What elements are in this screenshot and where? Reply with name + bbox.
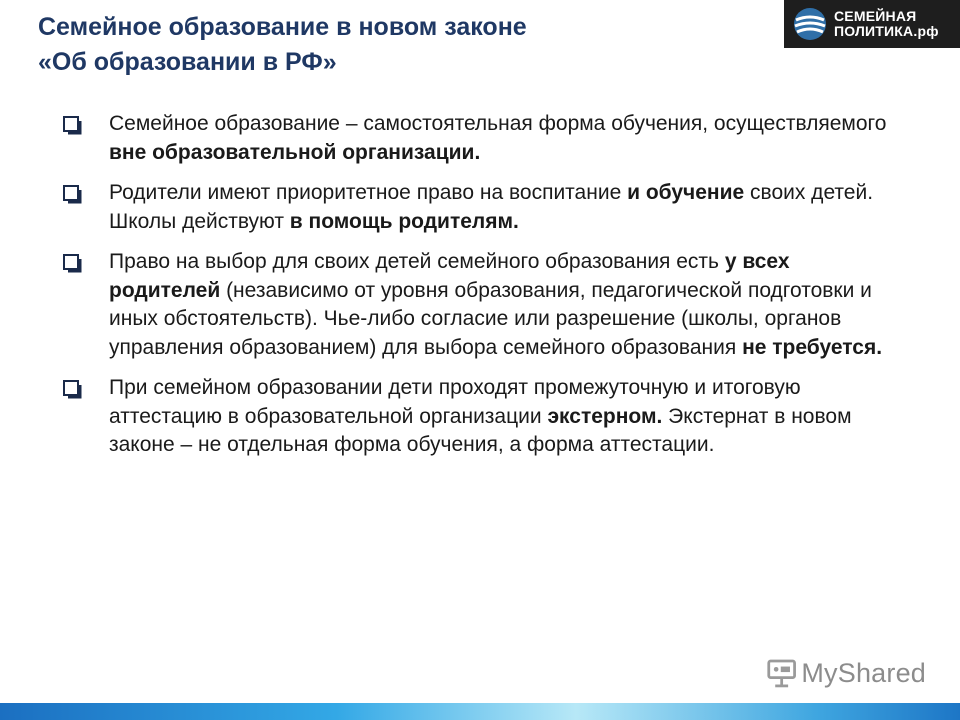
- slide-title-line1: Семейное образование в новом законе: [38, 13, 527, 41]
- checkbox-icon: [63, 185, 83, 205]
- bullet-bold-text: вне образовательной организации.: [109, 140, 481, 164]
- bullet-bold-text: не требуется.: [742, 335, 883, 359]
- myshared-watermark: [766, 655, 926, 691]
- checkbox-icon: [63, 116, 83, 136]
- bottom-gradient-bar: [0, 703, 960, 720]
- bullet-text: своих детей. Школы действуют: [109, 181, 874, 233]
- bullet-item: [0, 374, 899, 460]
- bullet-text: Право на выбор для своих детей семейного образования есть: [109, 250, 725, 273]
- semeynaya-politika-logo: [784, 0, 960, 48]
- bullet-bold-text: экстерном.: [547, 404, 663, 428]
- bullet-bold-text: и обучение: [627, 181, 745, 204]
- logo-text-line1: СЕМЕЙНАЯ: [834, 8, 917, 24]
- bullet-item: [0, 110, 899, 167]
- bullet-item: [0, 248, 899, 362]
- bullet-text: При семейном образовании дети проходят промежуточную и итоговую аттестацию в образовательной организации: [109, 376, 801, 428]
- logo-text-line2: ПОЛИТИКА.рф: [834, 23, 939, 39]
- bullet-bold-text: в помощь родителям.: [289, 209, 519, 233]
- presentation-icon: [766, 656, 797, 690]
- logo-text: [834, 9, 939, 39]
- slide-title-line2: «Об образовании в РФ»: [38, 48, 337, 76]
- checkbox-icon: [63, 254, 83, 274]
- bullet-text: (независимо от уровня образования, педагогической подготовки и иных обстоятельств). Чье-либо согласие или разрешение (школы, органов управления образованием) для выбора семейного образования: [109, 278, 872, 359]
- bullet-text: Экстернат в новом законе – не отдельная форма обучения, а форма аттестации.: [109, 404, 852, 456]
- bullet-list: [0, 110, 960, 472]
- bullet-item: [0, 179, 899, 236]
- bullet-text: Семейное образование – самостоятельная форма обучения, осуществляемого: [109, 112, 887, 135]
- globe-logo-icon: [792, 6, 828, 42]
- watermark-text: MyShared: [801, 657, 926, 688]
- slide-title: [38, 10, 738, 80]
- bullet-text: Родители имеют приоритетное право на воспитание: [109, 181, 628, 204]
- bullet-bold-text: у всех родителей: [109, 250, 790, 302]
- checkbox-icon: [63, 380, 83, 400]
